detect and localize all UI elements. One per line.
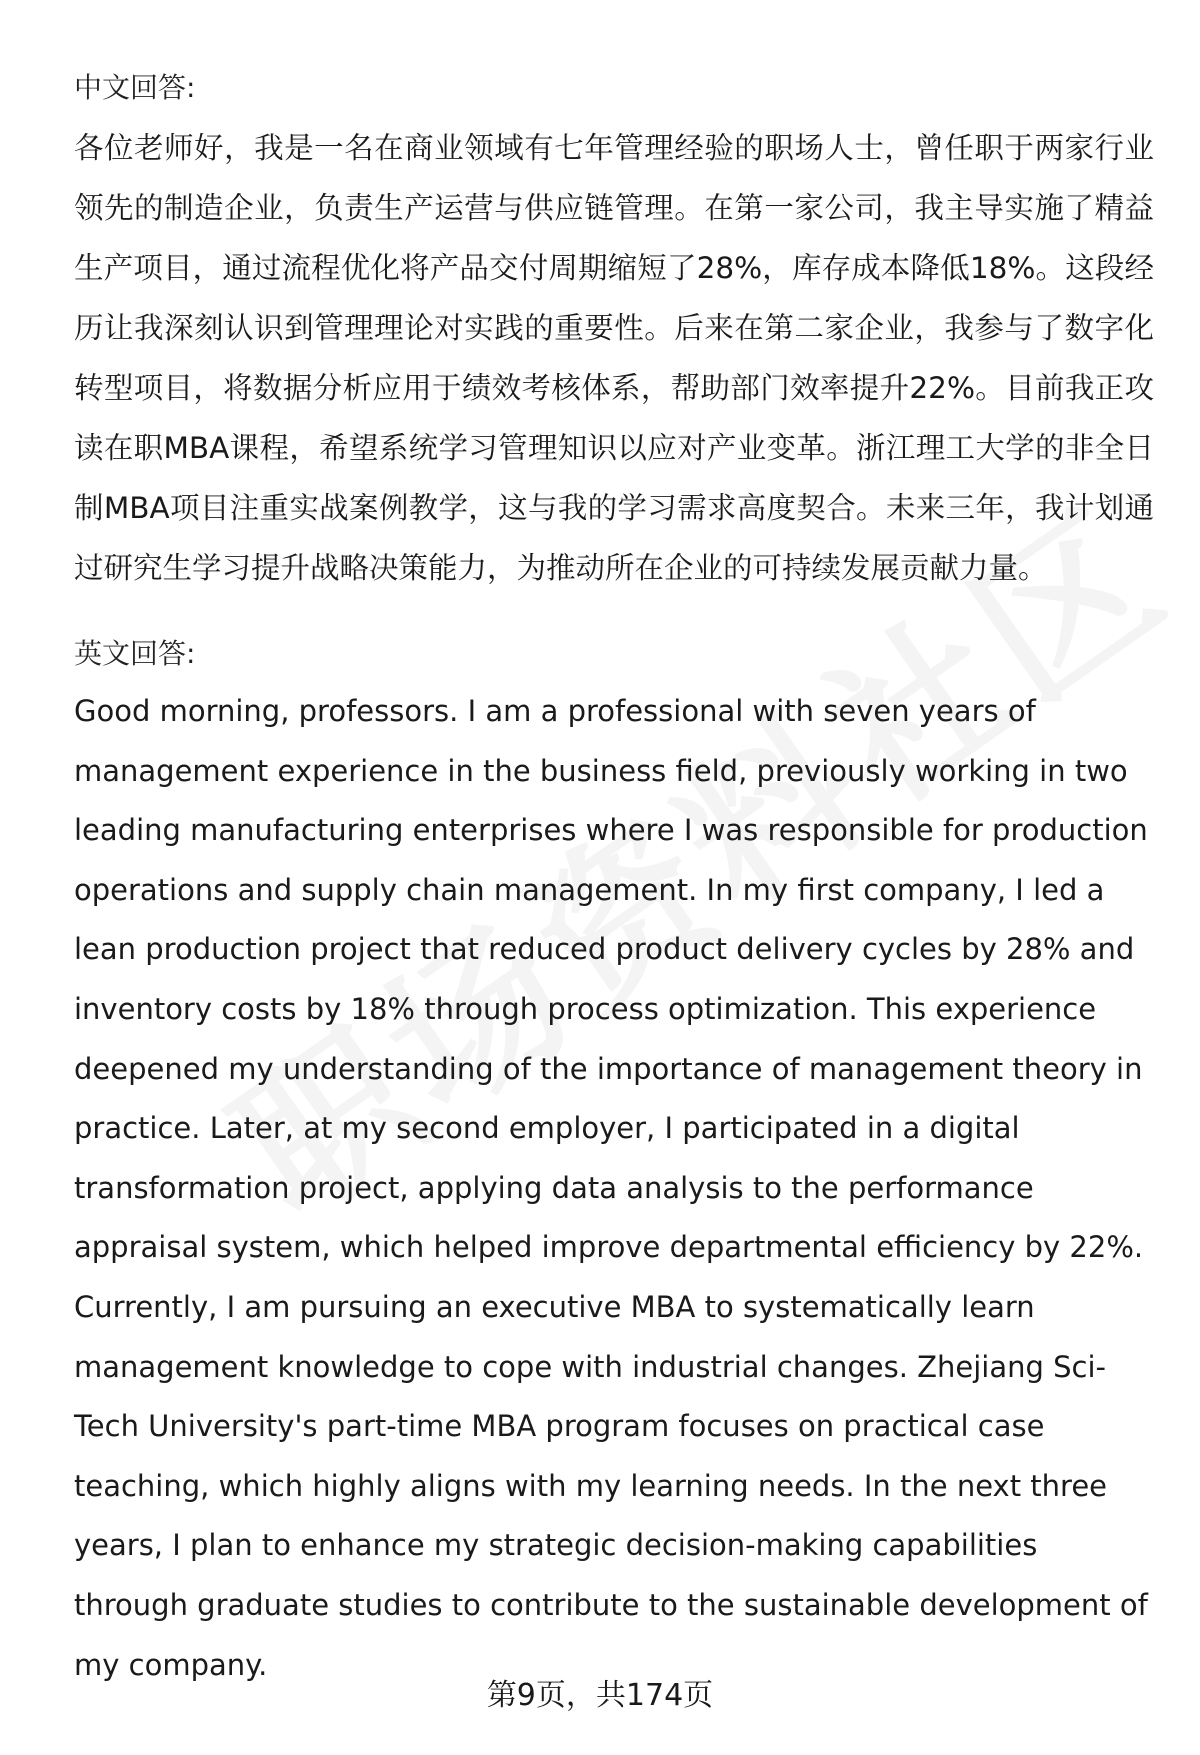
chinese-answer-text: 各位老师好，我是一名在商业领域有七年管理经验的职场人士，曾任职于两家行业领先的制造企业，负责生产运营与供应链管理。在第一家公司，我主导实施了精益生产项目，通过流程优化将产品交付周期缩短了28%，库存成本降低18%。这段经历让我深刻认识到管理理论对实践的重要性。后来在第二家企业，我参与了数字化转型项目，将数据分析应用于绩效考核体系，帮助部门效率提升22%。目前我正攻读在职MBA课程，希望系统学习管理知识以应对产业变革。浙江理工大学的非全日制MBA项目注重实战案例教学，这与我的学习需求高度契合。未来三年，我计划通过研究生学习提升战略决策能力，为推动所在企业的可持续发展贡献力量。 <box>74 131 1154 585</box>
chinese-answer-label: 中文回答: <box>74 71 196 104</box>
english-answer-label: 英文回答: <box>74 637 196 670</box>
page-number: 第9页，共174页 <box>486 1678 714 1713</box>
english-answer-text: Good morning, professors. I am a professional with seven years of management experience in the business field, previously working in two leading manufacturing enterprises where I was responsible for production operations and supply chain management. In my first company, I led a lean production project that reduced product delivery cycles by 28% and inventory costs by 18% through process optimization. This experience deepened my understanding of the importance of management theory in practice. Later, at my second employer, I participated in a digital transformation project, applying data analysis to the performance appraisal system, which helped improve departmental efficiency by 22%. Currently, I am pursuing an executive MBA to systematically learn management knowledge to cope with industrial changes. Zhejiang Sci-Tech University's part-time MBA program focuses on practical case teaching, which highly aligns with my learning needs. In the next three years, I plan to enhance my strategic decision-making capabilities through graduate studies to contribute to the sustainable development of my company. <box>74 694 1148 1682</box>
